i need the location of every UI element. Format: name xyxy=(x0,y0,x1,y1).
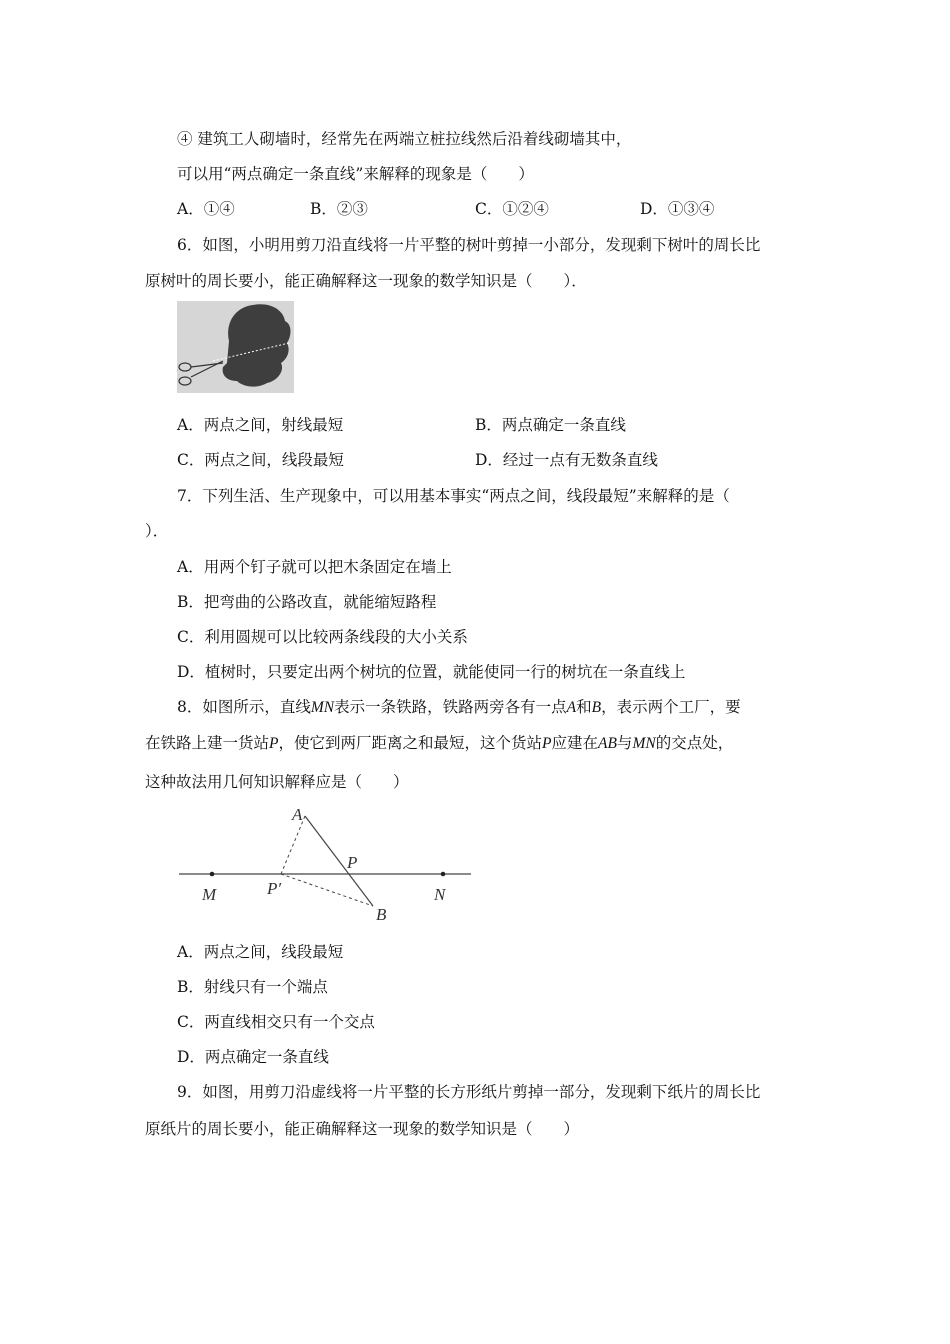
q8-option-c: C．两直线相交只有一个交点 xyxy=(177,1013,375,1031)
point-m xyxy=(210,872,215,877)
q9-stem-line2: 原纸片的周长要小，能正确解释这一现象的数学知识是（ ） xyxy=(145,1120,580,1138)
q5-option-a: A．①④ xyxy=(177,200,235,218)
q6-option-d: D．经过一点有无数条直线 xyxy=(475,451,658,469)
q6-stem-line1: 6．如图，小明用剪刀沿直线将一片平整的树叶剪掉一小部分，发现剩下树叶的周长比 xyxy=(177,236,761,254)
q6-stem-line2: 原树叶的周长要小，能正确解释这一现象的数学知识是（ ）． xyxy=(145,272,587,290)
q7-option-b: B．把弯曲的公路改直，就能缩短路程 xyxy=(177,593,437,611)
q8-stem-line2: 在铁路上建一货站P，使它到两厂距离之和最短，这个货站P应建在AB与MN的交点处， xyxy=(145,734,734,752)
q5-stem: 可以用“两点确定一条直线”来解释的现象是（ ） xyxy=(177,165,534,183)
segment-ab xyxy=(305,816,373,906)
q5-item-4: ④ 建筑工人砌墙时，经常先在两端立桩拉线然后沿着线砌墙其中， xyxy=(177,130,632,148)
q8-option-a: A．两点之间，线段最短 xyxy=(177,943,344,961)
q7-stem-line2: ）． xyxy=(145,522,169,540)
label-p-prime: P′ xyxy=(267,879,282,898)
label-m: M xyxy=(202,885,217,904)
q7-option-c: C．利用圆规可以比较两条线段的大小关系 xyxy=(177,628,468,646)
railway-geometry-figure xyxy=(175,800,475,928)
q8-option-d: D．两点确定一条直线 xyxy=(177,1048,329,1066)
label-b: B xyxy=(376,905,387,924)
q8-stem-line3: 这种故法用几何知识解释应是（ ） xyxy=(145,773,409,791)
q9-stem-line1: 9．如图，用剪刀沿虚线将一片平整的长方形纸片剪掉一部分，发现剩下纸片的周长比 xyxy=(177,1083,761,1101)
label-n: N xyxy=(434,885,446,904)
point-n xyxy=(441,872,446,877)
q5-option-d: D．①③④ xyxy=(640,200,715,218)
segment-p-prime-b xyxy=(281,874,373,906)
q8-stem-line1: 8．如图所示，直线MN表示一条铁路，铁路两旁各有一点A和B，表示两个工厂，要 xyxy=(177,698,741,716)
q7-option-a: A．用两个钉子就可以把木条固定在墙上 xyxy=(177,558,452,576)
label-p: P xyxy=(347,853,358,872)
label-a: A xyxy=(292,805,303,824)
leaf-scissors-figure xyxy=(177,301,294,393)
q6-option-b: B．两点确定一条直线 xyxy=(475,416,626,434)
q6-option-a: A．两点之间，射线最短 xyxy=(177,416,344,434)
q7-stem-line1: 7．下列生活、生产现象中，可以用基本事实“两点之间，线段最短”来解释的是（ xyxy=(177,487,730,505)
q7-option-d: D．植树时，只要定出两个树坑的位置，就能使同一行的树坑在一条直线上 xyxy=(177,663,686,681)
q5-option-b: B．②③ xyxy=(310,200,368,218)
segment-ap-prime xyxy=(281,816,305,874)
q5-option-c: C．①②④ xyxy=(475,200,549,218)
q8-option-b: B．射线只有一个端点 xyxy=(177,978,328,996)
q6-option-c: C．两点之间，线段最短 xyxy=(177,451,344,469)
